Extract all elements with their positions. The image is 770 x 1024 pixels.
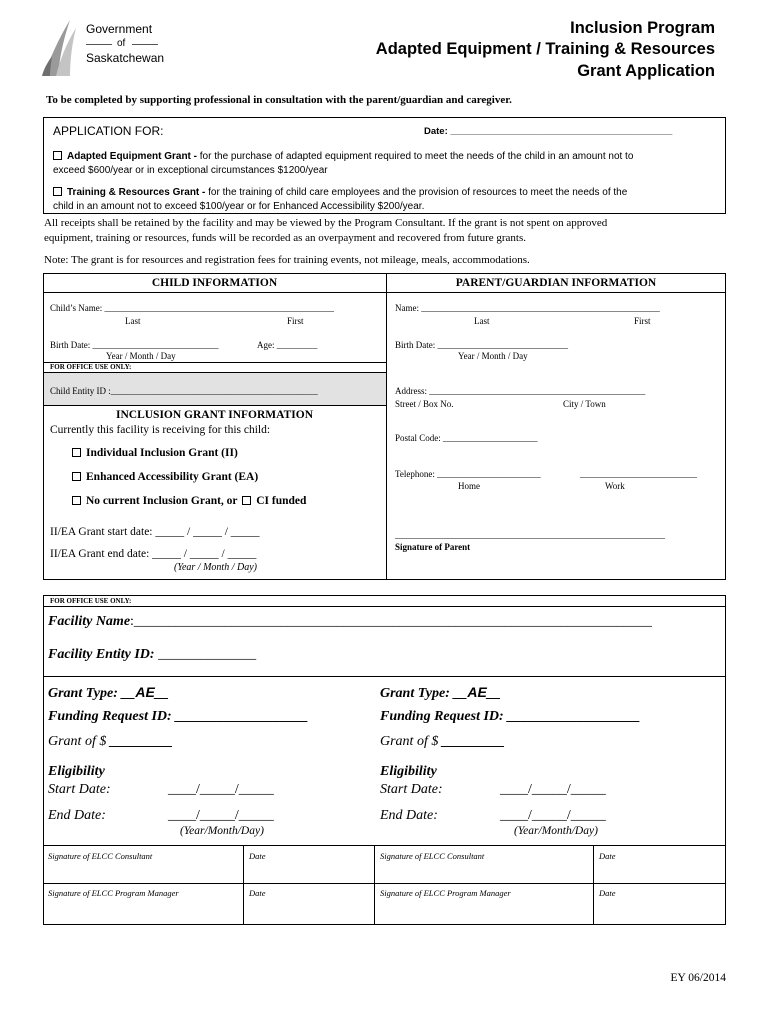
ea-grant-checkbox[interactable] — [72, 472, 81, 481]
parent-birth-ymd: Year / Month / Day — [458, 351, 528, 361]
adapted-equipment-checkbox[interactable] — [53, 151, 62, 160]
left-start-date-label: Start Date: — [48, 782, 111, 797]
logo-line-1: Government — [86, 22, 153, 36]
right-start-date-field[interactable]: ____/_____/_____ — [500, 782, 606, 797]
left-consultant-signature-cell[interactable]: Signature of ELCC Consultant — [48, 851, 153, 861]
ii-grant-checkbox[interactable] — [72, 448, 81, 457]
grant-info-header: INCLUSION GRANT INFORMATION — [115, 409, 313, 421]
ea-grant-option[interactable] — [72, 471, 258, 483]
right-manager-signature-cell[interactable]: Signature of ELCC Program Manager — [380, 888, 511, 898]
parent-first-label: First — [634, 316, 651, 326]
ii-grant-option[interactable] — [72, 447, 238, 459]
receipts-note-2: equipment, training or resources, funds will be recorded as an overpayment and recovered from future grants. — [44, 232, 526, 244]
facility-entity-id-line: ______________ — [154, 647, 257, 662]
right-grant-type-end: __ — [486, 686, 501, 701]
facility-name-field[interactable] — [48, 614, 652, 630]
facility-entity-id-field[interactable] — [48, 647, 256, 663]
child-office-label: FOR OFFICE USE ONLY: — [50, 363, 132, 371]
training-resources-desc: for the training of child care employees and the provision of resources to meet the needs of the — [205, 187, 628, 198]
adapted-equipment-title: Adapted Equipment Grant - — [67, 151, 197, 162]
right-funding-request-field[interactable]: Funding Request ID: ___________________ — [380, 709, 641, 724]
ea-grant-label: Enhanced Accessibility Grant (EA) — [86, 471, 259, 483]
right-grant-type-value: AE — [467, 684, 487, 700]
right-grant-of-line: _________ — [441, 734, 505, 749]
receipts-note-1: All receipts shall be retained by the facility and may be viewed by the Program Consultant. If the grant is not spent on approved — [44, 217, 608, 229]
grant-end-date-field[interactable]: II/EA Grant end date: _____ / _____ / _____ — [50, 548, 257, 560]
office-use-label: FOR OFFICE USE ONLY: — [50, 597, 132, 605]
parent-city-label: City / Town — [563, 399, 606, 409]
parent-work-label: Work — [605, 481, 625, 491]
right-consultant-signature-cell[interactable]: Signature of ELCC Consultant — [380, 851, 485, 861]
right-eligibility-label: Eligibility — [380, 764, 437, 779]
right-end-date-label: End Date: — [380, 808, 438, 823]
intro-text: To be completed by supporting professional in consultation with the parent/guardian and caregiver. — [46, 94, 512, 106]
no-grant-option[interactable] — [72, 495, 306, 507]
left-grant-of-line: _________ — [109, 734, 173, 749]
form-version-footer: EY 06/2014 — [670, 972, 726, 984]
grant-note: Note: The grant is for resources and registration fees for training events, not mileage, meals, accommodations. — [44, 254, 530, 266]
parent-info-header: PARENT/GUARDIAN INFORMATION — [455, 277, 657, 289]
left-end-date-label: End Date: — [48, 808, 106, 823]
grant-info-subtitle: Currently this facility is receiving for this child: — [50, 424, 271, 436]
facility-name-label: Facility Name — [48, 614, 131, 629]
left-grant-type-label: Grant Type: __ — [48, 686, 136, 701]
no-grant-label: No current Inclusion Grant, or — [86, 495, 238, 507]
left-end-date-field[interactable]: ____/_____/_____ — [168, 808, 274, 823]
right-end-date-field[interactable]: ____/_____/_____ — [500, 808, 606, 823]
application-for-label: APPLICATION FOR: — [53, 124, 164, 138]
left-grant-of-label: Grant of $ — [48, 734, 110, 749]
right-grant-type-label: Grant Type: __ — [380, 686, 468, 701]
parent-street-label: Street / Box No. — [395, 399, 454, 409]
logo-line-2-wrap — [86, 38, 158, 50]
parent-address-field[interactable]: Address: ________________________________________________ — [395, 386, 646, 396]
parent-birth-field[interactable]: Birth Date: _____________________________ — [395, 340, 568, 350]
right-grant-amount-field[interactable] — [380, 734, 505, 750]
parent-home-label: Home — [458, 481, 480, 491]
no-grant-checkbox[interactable] — [72, 496, 81, 505]
child-birth-field[interactable]: Birth Date: ____________________________ — [50, 340, 219, 350]
parent-phone-work-field[interactable]: __________________________ — [580, 469, 697, 479]
left-grant-type-end: __ — [154, 686, 169, 701]
training-resources-option[interactable] — [53, 186, 721, 214]
child-info-header: CHILD INFORMATION — [151, 277, 278, 289]
left-start-date-field[interactable]: ____/_____/_____ — [168, 782, 274, 797]
left-manager-signature-cell[interactable]: Signature of ELCC Program Manager — [48, 888, 179, 898]
logo-line-2: of — [117, 38, 126, 49]
left-grant-amount-field[interactable] — [48, 734, 173, 750]
office-use-section — [43, 595, 726, 925]
child-first-label: First — [287, 316, 304, 326]
child-name-field[interactable]: Child’s Name: ___________________________________________________ — [50, 303, 334, 313]
grant-start-date-field[interactable]: II/EA Grant start date: _____ / _____ / _____ — [50, 526, 260, 538]
parent-postal-field[interactable]: Postal Code: _____________________ — [395, 433, 538, 443]
title-line-2: Adapted Equipment / Training & Resources — [375, 40, 715, 58]
adapted-equipment-desc: for the purchase of adapted equipment required to meet the needs of the child in an amount not to — [197, 151, 634, 162]
right-manager-date-cell[interactable]: Date — [599, 888, 616, 898]
application-date-field[interactable]: Date: __________________________________________ — [424, 126, 673, 137]
right-grant-type — [380, 684, 501, 702]
title-line-1: Inclusion Program — [570, 19, 715, 37]
child-last-label: Last — [125, 316, 141, 326]
ci-funded-checkbox[interactable] — [242, 496, 251, 505]
left-date-ymd: (Year/Month/Day) — [180, 825, 264, 837]
adapted-equipment-desc-2: exceed $600/year or in exceptional circumstances $1200/year — [53, 165, 328, 176]
child-entity-id-field[interactable]: Child Entity ID :______________________________________________ — [50, 386, 318, 396]
child-birth-ymd: Year / Month / Day — [106, 351, 176, 361]
right-consultant-date-cell[interactable]: Date — [599, 851, 616, 861]
child-age-field[interactable]: Age: _________ — [257, 340, 318, 350]
left-grant-type-value: AE — [135, 684, 155, 700]
logo-line-3: Saskatchewan — [86, 51, 165, 65]
parent-signature-label: Signature of Parent — [395, 542, 471, 552]
parent-name-field[interactable]: Name: _____________________________________________________ — [395, 303, 660, 313]
grant-date-ymd: (Year / Month / Day) — [174, 562, 257, 573]
ii-grant-label: Individual Inclusion Grant (II) — [86, 447, 238, 459]
right-date-ymd: (Year/Month/Day) — [514, 825, 598, 837]
training-resources-title: Training & Resources Grant - — [67, 187, 206, 198]
right-grant-of-label: Grant of $ — [380, 734, 442, 749]
left-manager-date-cell[interactable]: Date — [249, 888, 266, 898]
left-grant-type — [48, 684, 169, 702]
government-logo — [40, 18, 175, 80]
adapted-equipment-option[interactable] — [53, 150, 718, 178]
parent-signature-line[interactable]: ____________________________________________________________ — [395, 530, 665, 540]
facility-name-line: :__________________________________________________________________________ — [130, 614, 652, 629]
left-consultant-date-cell[interactable]: Date — [249, 851, 266, 861]
ci-funded-label: CI funded — [256, 495, 307, 507]
facility-entity-id-label: Facility Entity ID: — [48, 647, 155, 662]
parent-phone-home-field[interactable]: Telephone: _______________________ — [395, 469, 541, 479]
parent-last-label: Last — [474, 316, 490, 326]
right-start-date-label: Start Date: — [380, 782, 443, 797]
training-resources-desc-2: child in an amount not to exceed $100/year or for Enhanced Accessibility $200/year. — [53, 201, 425, 212]
sask-logo-icon — [40, 18, 80, 78]
left-eligibility-label: Eligibility — [48, 764, 105, 779]
title-line-3: Grant Application — [577, 62, 715, 80]
training-resources-checkbox[interactable] — [53, 187, 62, 196]
left-funding-request-field[interactable]: Funding Request ID: ___________________ — [48, 709, 309, 724]
